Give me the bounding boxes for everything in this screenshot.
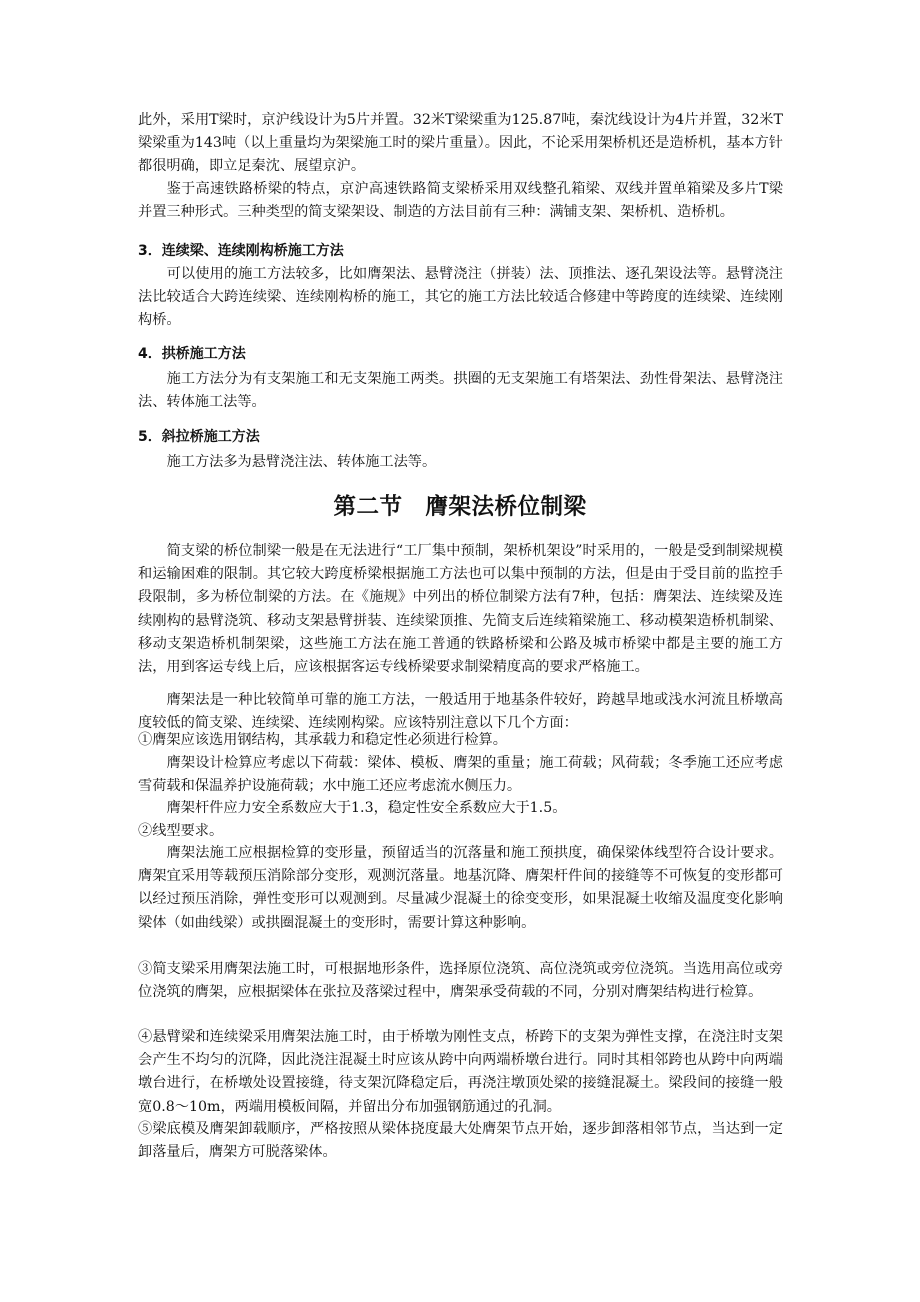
- paragraph: ④悬臂梁和连续梁采用膺架法施工时，由于桥墩为刚性支点，桥跨下的支架为弹性支撑，在浇注时支架会产生不均匀的沉降，因此浇注混凝土时应该从跨中向两端桥墩台进行。同时其相邻跨也从跨中向两端墩台进行，在桥墩处设置接缝，待支架沉降稳定后，再浇注墩顶处梁的接缝混凝土。梁段间的接缝一般宽0.8～10m，两端用模板间隔，并留出分布加强钢筋通过的孔洞。: [138, 1029, 783, 1115]
- paragraph: 鉴于高速铁路桥梁的特点，京沪高速铁路简支梁桥采用双线整孔箱梁、双线并置单箱梁及多片T梁并置三种形式。三种类型的简支梁架设、制造的方法目前有三种：满铺支架、架桥机、造桥机。: [138, 181, 783, 221]
- paragraph: ②线型要求。: [138, 823, 224, 839]
- paragraph: 施工方法分为有支架施工和无支架施工两类。拱圈的无支架施工有塔架法、劲性骨架法、悬臂浇注法、转体施工法等。: [138, 371, 783, 411]
- subheading: 4．拱桥施工方法: [138, 346, 246, 362]
- paragraph: ⑤梁底模及膺架卸载顺序，严格按照从梁体挠度最大处膺架节点开始，逐步卸落相邻节点，当达到一定卸落量后，膺架方可脱落梁体。: [138, 1121, 783, 1161]
- paragraph: 简支梁的桥位制梁一般是在无法进行“工厂集中预制，架桥机架设”时采用的，一般是受到制梁规模和运输困难的限制。其它较大跨度桥梁根据施工方法也可以集中预制的方法，但是由于受目前的监控手段限制，多为桥位制梁的方法。在《施规》中列出的桥位制梁方法有7种，包括：膺架法、连续梁及连续刚构的悬臂浇筑、移动支架悬臂拼装、连续梁顶推、先简支后连续箱梁施工、移动模架造桥机制梁、移动支架造桥机制架梁，这些施工方法在施工普通的铁路桥梁和公路及城市桥梁中都是主要的施工方法，用到客运专线上后，应该根据客运专线桥梁要求制梁精度高的要求严格施工。: [138, 543, 783, 676]
- subheading: 5．斜拉桥施工方法: [138, 429, 260, 445]
- paragraph: 可以使用的施工方法较多，比如膺架法、悬臂浇注（拼装）法、顶推法、逐孔架设法等。悬臂浇注法比较适合大跨连续梁、连续刚构桥的施工，其它的施工方法比较适合修建中等跨度的连续梁、连续刚构桥。: [138, 266, 783, 329]
- section-title: 第二节 膺架法桥位制梁: [333, 494, 587, 520]
- paragraph: 膺架杆件应力安全系数应大于1.3，稳定性安全系数应大于1.5。: [166, 800, 567, 816]
- paragraph: 此外，采用T梁时，京沪线设计为5片并置。32米T梁梁重为125.87吨，秦沈线设计为4片并置，32米T梁梁重为143吨（以上重量均为架梁施工时的梁片重量）。因此，不论采用架桥机还是造桥机，基本方针都很明确，即立足秦沈、展望京沪。: [138, 112, 783, 175]
- paragraph: 膺架设计检算应考虑以下荷载：梁体、模板、膺架的重量；施工荷载；风荷载；冬季施工还应考虑雪荷载和保温养护设施荷载；水中施工还应考虑流水侧压力。: [138, 755, 783, 795]
- paragraph: ③简支梁采用膺架法施工时，可根据地形条件，选择原位浇筑、高位浇筑或旁位浇筑。当选用高位或旁位浇筑的膺架，应根据梁体在张拉及落梁过程中，膺架承受荷载的不同，分别对膺架结构进行检算。: [138, 961, 783, 1001]
- subheading: 3．连续梁、连续刚构桥施工方法: [138, 243, 344, 259]
- paragraph: 膺架法是一种比较简单可靠的施工方法，一般适用于地基条件较好，跨越旱地或浅水河流且桥墩高度较低的简支梁、连续梁、连续刚构梁。应该特别注意以下几个方面：: [138, 692, 783, 732]
- paragraph: 膺架法施工应根据检算的变形量，预留适当的沉落量和施工预拱度，确保梁体线型符合设计要求。膺架宜采用等载预压消除部分变形，观测沉落量。地基沉降、膺架杆件间的接缝等不可恢复的变形都可以经过预压消除，弹性变形可以观测到。尽量减少混凝土的徐变变形，如果混凝土收缩及温度变化影响梁体（如曲线梁）或拱圈混凝土的变形时，需要计算这种影响。: [138, 845, 783, 931]
- paragraph: ①膺架应该选用钢结构，其承载力和稳定性必须进行检算。: [138, 732, 507, 748]
- paragraph: 施工方法多为悬臂浇注法、转体施工法等。: [166, 454, 437, 470]
